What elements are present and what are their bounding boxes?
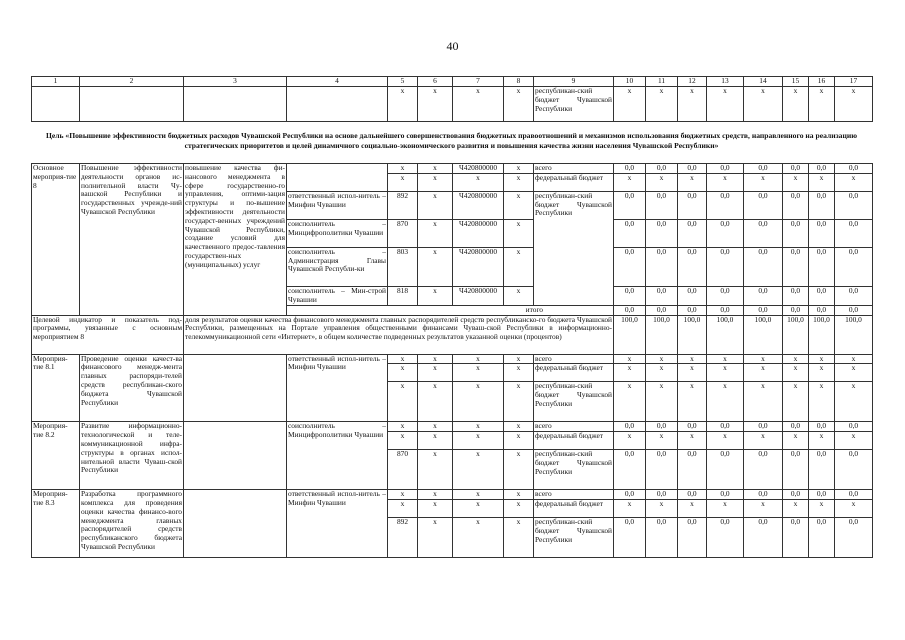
table-cell: x [504, 164, 534, 174]
table-cell: 870 [388, 219, 418, 247]
table-cell: 892 [388, 191, 418, 219]
table-cell: 0,0 [809, 219, 835, 247]
table-cell: x [744, 364, 783, 382]
table-cell: x [678, 87, 707, 122]
column-number: 8 [504, 77, 534, 87]
table-cell: x [504, 364, 534, 382]
cell [287, 87, 388, 122]
table-cell: 0,0 [614, 191, 646, 219]
table-cell: x [614, 364, 646, 382]
table-cell: 0,0 [614, 219, 646, 247]
executor-cell: ответственный испол-нитель – Минфин Чувашии [287, 354, 388, 422]
executor-cell: соисполнитель – Мин-строй Чувашии [288, 286, 386, 304]
executor-cell [287, 164, 388, 192]
source-cell: республикан-ский бюджет Чувашской Республики [534, 87, 614, 122]
column-number: 5 [388, 77, 418, 87]
table-cell: 0,0 [646, 305, 678, 315]
measure-result [184, 490, 287, 558]
measure-row [32, 490, 873, 500]
table-cell: 0,0 [783, 305, 809, 315]
table-cell: 0,0 [678, 305, 707, 315]
table-cell: x [646, 354, 678, 364]
table-cell: x [646, 382, 678, 422]
measure-result [184, 422, 287, 490]
event-result: повышение качества фи-нансового менеджмента в сфере государственно-го управления, оптими-зация структуры и по-вышение эффективности деятельности государст-венных учреждений Чувашской Республики, создание условий для качественного предос-тавления государствен-ных (муниципальных) услуг [184, 164, 287, 316]
table-cell: x [453, 422, 504, 432]
table-cell: 870 [388, 450, 418, 490]
executor-cell: ответственный испол-нитель – Минфин Чувашии [287, 191, 388, 219]
table-cell: x [744, 354, 783, 364]
budget-table [31, 163, 873, 558]
table-cell: 0,0 [783, 164, 809, 174]
table-header [31, 76, 873, 122]
table-cell: 0,0 [614, 305, 646, 315]
table-cell: x [504, 499, 534, 517]
table-cell: x [504, 87, 534, 122]
table-cell: 100,0 [614, 315, 646, 354]
table-cell: x [614, 87, 646, 122]
table-cell: x [614, 173, 646, 191]
table-cell: x [388, 164, 418, 174]
table-cell: x [504, 422, 534, 432]
table-cell: x [678, 432, 707, 450]
column-number: 15 [783, 77, 809, 87]
table-cell: 0,0 [783, 490, 809, 500]
table-cell: x [418, 173, 453, 191]
table-cell: 0,0 [678, 191, 707, 219]
table-cell: x [388, 432, 418, 450]
source-cell: федеральный бюджет [534, 432, 614, 450]
table-cell: 0,0 [744, 422, 783, 432]
table-cell: 0,0 [678, 286, 707, 305]
table-cell: 0,0 [835, 450, 873, 490]
table-cell: 0,0 [707, 286, 744, 305]
table-cell: 100,0 [809, 315, 835, 354]
event-status: Основное мероприя-тие 8 [32, 164, 80, 316]
table-cell: x [835, 432, 873, 450]
table-cell: 0,0 [646, 450, 678, 490]
table-cell: 0,0 [614, 286, 646, 305]
table-cell: 0,0 [835, 164, 873, 174]
table-cell: x [678, 499, 707, 517]
table-cell: Ч420800000 [453, 286, 504, 305]
table-cell: 0,0 [744, 517, 783, 557]
table-cell: x [707, 499, 744, 517]
source-cell: федеральный бюджет [534, 499, 614, 517]
table-cell: x [678, 173, 707, 191]
table-cell: x [418, 87, 453, 122]
table-cell: x [809, 87, 835, 122]
table-cell: x [707, 382, 744, 422]
measure-status: Мероприя-тие 8.1 [32, 354, 80, 422]
table-cell: x [744, 382, 783, 422]
table-cell: 0,0 [646, 422, 678, 432]
table-cell: x [835, 354, 873, 364]
table-cell: 0,0 [707, 164, 744, 174]
table-cell: 0,0 [783, 422, 809, 432]
table-cell: 0,0 [646, 191, 678, 219]
table-cell: 0,0 [783, 286, 809, 305]
table-cell: x [744, 87, 783, 122]
measure-name: Проведение оценки качест-ва финансового менедж-мента главных распоряди-телей средств республикан-ского бюджета Чувашской Республики [80, 354, 184, 422]
table-cell: x [809, 499, 835, 517]
table-cell: x [504, 173, 534, 191]
table-cell: x [809, 354, 835, 364]
column-number: 13 [707, 77, 744, 87]
table-cell: x [809, 364, 835, 382]
source-cell: всего [534, 164, 614, 174]
cell [32, 87, 80, 122]
table-cell: x [453, 173, 504, 191]
source-cell: всего [534, 422, 614, 432]
table-cell: x [614, 354, 646, 364]
source-cell: республикан-ский бюджет Чувашской Республики [534, 191, 614, 305]
column-number: 17 [835, 77, 873, 87]
table-cell: x [418, 450, 453, 490]
table-cell: 0,0 [809, 164, 835, 174]
table-cell: 0,0 [707, 247, 744, 286]
table-cell: x [418, 499, 453, 517]
table-cell: 818 [388, 286, 418, 305]
table-cell: x [744, 499, 783, 517]
table-cell: 0,0 [707, 517, 744, 557]
table-cell: x [678, 364, 707, 382]
table-cell: Ч420800000 [453, 164, 504, 174]
table-cell: 100,0 [744, 315, 783, 354]
table-cell: x [453, 87, 504, 122]
table-cell: Ч420800000 [453, 191, 504, 219]
table-cell: x [418, 422, 453, 432]
table-cell: x [646, 87, 678, 122]
table-cell: x [707, 432, 744, 450]
table-cell: x [388, 499, 418, 517]
table-cell: 803 [388, 247, 418, 286]
measure-result [184, 354, 287, 422]
table-cell: x [453, 364, 504, 382]
column-number: 1 [32, 77, 80, 87]
table-cell: 0,0 [744, 191, 783, 219]
table-cell: x [504, 450, 534, 490]
table-cell: 100,0 [646, 315, 678, 354]
table-cell: x [418, 490, 453, 500]
table-cell: x [453, 517, 504, 557]
event-name: Повышение эффективности деятельности органов ис-полнительной власти Чу-вашской Республики и государственных учрежде-ний Чувашской Республики [80, 164, 184, 316]
table-cell: x [783, 354, 809, 364]
table-cell: 0,0 [783, 450, 809, 490]
source-cell: республикан-ский бюджет Чувашской Республики [534, 450, 614, 490]
column-number: 4 [287, 77, 388, 87]
table-cell: 100,0 [783, 315, 809, 354]
table-cell: x [504, 354, 534, 364]
table-cell: x [453, 382, 504, 422]
table-cell: x [453, 354, 504, 364]
indicator-row [32, 315, 873, 354]
table-cell: x [418, 219, 453, 247]
column-number-row [32, 77, 873, 87]
table-cell: 0,0 [678, 219, 707, 247]
table-cell: 0,0 [835, 219, 873, 247]
table-cell: 0,0 [707, 490, 744, 500]
table-cell: x [453, 432, 504, 450]
table-cell: 0,0 [678, 422, 707, 432]
table-cell: 0,0 [646, 517, 678, 557]
table-cell: 0,0 [744, 247, 783, 286]
indicator-text: доля результатов оценки качества финансового менеджмента главных распорядителей средств республиканско-го бюджета Чувашской Республики, размещенных на Портале управления общественными финансами Чуваш-ской Республики в информационно-телекоммуникационной сети «Интернет», в общем количестве подведенных результатов указанной оценки (процентов) [184, 315, 614, 354]
executor-cell: соисполнитель – Минцифрополитики Чувашии [287, 422, 388, 490]
table-cell: 0,0 [614, 517, 646, 557]
total-label: итого [287, 305, 614, 315]
table-cell: x [835, 364, 873, 382]
table-cell: x [418, 432, 453, 450]
table-cell: 0,0 [707, 305, 744, 315]
column-number: 6 [418, 77, 453, 87]
table-cell: 0,0 [646, 247, 678, 286]
table-cell: 100,0 [678, 315, 707, 354]
column-number: 3 [184, 77, 287, 87]
table-cell: x [744, 432, 783, 450]
goal-heading: Цель «Повышение эффективности бюджетных расходов Чувашской Республики на основе дальнейшего совершенствования бюджетных правоотношений и механизмов использования бюджетных средств, направленного на реализацию стратегических приоритетов и целей динамичного социально-экономического развития и повышения качества жизни населения Чувашской Республики» [45, 131, 857, 150]
executor-cell: ответственный испол-нитель – Минфин Чувашии [287, 490, 388, 558]
measure-row [32, 354, 873, 364]
table-cell: 0,0 [835, 247, 873, 286]
column-number: 2 [80, 77, 184, 87]
table-cell: 0,0 [744, 490, 783, 500]
table-cell: 0,0 [835, 305, 873, 315]
measure-status: Мероприя-тие 8.2 [32, 422, 80, 490]
table-cell: x [809, 382, 835, 422]
table-cell: x [418, 247, 453, 286]
table-cell: 100,0 [707, 315, 744, 354]
table-cell: 0,0 [646, 219, 678, 247]
table-cell: 0,0 [744, 286, 783, 305]
table-cell: 0,0 [835, 191, 873, 219]
table-cell: x [678, 354, 707, 364]
table-cell: x [783, 87, 809, 122]
source-cell: республикан-ский бюджет Чувашской Республики [534, 517, 614, 557]
table-cell: x [707, 173, 744, 191]
event8-row [32, 164, 873, 174]
table-cell: x [783, 364, 809, 382]
table-cell: 0,0 [614, 490, 646, 500]
table-cell: x [504, 382, 534, 422]
measure-name: Разработка программного комплекса для проведения оценки качества финансо-вого менеджмента главных распорядителей средств республиканского бюджета Чувашской Республики [80, 490, 184, 558]
table-cell: x [418, 286, 453, 305]
table-cell: x [646, 499, 678, 517]
cell [184, 87, 287, 122]
table-cell: x [453, 499, 504, 517]
table-cell: x [504, 490, 534, 500]
table-cell: 0,0 [744, 305, 783, 315]
table-cell: x [388, 422, 418, 432]
table-cell: Ч420800000 [453, 247, 504, 286]
table-cell: x [707, 364, 744, 382]
table-cell: 0,0 [744, 164, 783, 174]
table-cell: x [783, 499, 809, 517]
table-cell: x [809, 432, 835, 450]
table-cell: x [646, 173, 678, 191]
table-cell: 0,0 [835, 490, 873, 500]
table-cell: x [835, 87, 873, 122]
table-cell: 892 [388, 517, 418, 557]
source-cell: всего [534, 354, 614, 364]
table-cell: 0,0 [783, 191, 809, 219]
table-cell: 0,0 [835, 517, 873, 557]
table-cell: x [783, 173, 809, 191]
table-cell: 0,0 [614, 450, 646, 490]
executor-cell: соисполнитель – Минцифрополитики Чувашии [287, 219, 388, 247]
column-number: 10 [614, 77, 646, 87]
table-cell: 0,0 [744, 219, 783, 247]
table-cell: 100,0 [835, 315, 873, 354]
table-cell: x [418, 364, 453, 382]
column-number: 16 [809, 77, 835, 87]
table-cell: 0,0 [809, 490, 835, 500]
table-cell: 0,0 [744, 450, 783, 490]
column-number: 9 [534, 77, 614, 87]
table-cell: x [678, 382, 707, 422]
table-cell: 0,0 [783, 247, 809, 286]
table-cell: x [835, 382, 873, 422]
executor-cell: соисполнитель – Администрация Главы Чувашской Республи-ки [287, 247, 388, 286]
table-cell: 0,0 [646, 490, 678, 500]
table-cell: x [809, 173, 835, 191]
table-cell: x [388, 87, 418, 122]
column-number: 14 [744, 77, 783, 87]
table-cell: x [744, 173, 783, 191]
table-cell: 0,0 [809, 191, 835, 219]
table-cell: x [614, 432, 646, 450]
table-cell: 0,0 [678, 450, 707, 490]
measure-status: Мероприя-тие 8.3 [32, 490, 80, 558]
cell [80, 87, 184, 122]
table-cell: x [453, 490, 504, 500]
table-cell: x [504, 191, 534, 219]
indicator-label: Целевой индикатор и показатель под-программы, увязанные с основным мероприятием 8 [32, 315, 184, 354]
table-cell: 0,0 [707, 450, 744, 490]
table-cell: 0,0 [809, 305, 835, 315]
table-cell: 0,0 [835, 286, 873, 305]
table-cell: x [418, 191, 453, 219]
table-cell: x [453, 450, 504, 490]
table-cell: x [504, 219, 534, 247]
table-cell: 0,0 [835, 422, 873, 432]
table-cell: x [418, 382, 453, 422]
table-cell: 0,0 [809, 247, 835, 286]
table-cell: x [614, 382, 646, 422]
continuation-row [32, 87, 873, 122]
table-cell: 0,0 [646, 286, 678, 305]
table-cell: 0,0 [678, 164, 707, 174]
table-cell: 0,0 [809, 517, 835, 557]
table-cell: 0,0 [678, 247, 707, 286]
table-cell: x [388, 364, 418, 382]
table-cell: x [504, 517, 534, 557]
table-cell: x [835, 499, 873, 517]
table-cell: x [835, 173, 873, 191]
table-cell: x [388, 490, 418, 500]
table-cell: 0,0 [783, 219, 809, 247]
column-number: 12 [678, 77, 707, 87]
measure-name: Развитие информационно-технологической и теле-коммуникационной инфра-структуры в органах испол-нительной власти Чуваш-ской Республики [80, 422, 184, 490]
source-cell: федеральный бюджет [534, 364, 614, 382]
table-cell: x [388, 354, 418, 364]
table-cell: x [707, 354, 744, 364]
table-cell: x [418, 354, 453, 364]
table-cell: x [418, 164, 453, 174]
table-cell: 0,0 [809, 286, 835, 305]
table-cell: 0,0 [809, 422, 835, 432]
table-cell: 0,0 [614, 164, 646, 174]
table-cell: 0,0 [678, 490, 707, 500]
source-cell: федеральный бюджет [534, 173, 614, 191]
table-cell: 0,0 [707, 219, 744, 247]
column-number: 11 [646, 77, 678, 87]
table-cell: Ч420800000 [453, 219, 504, 247]
table-cell: x [388, 382, 418, 422]
table-cell: x [388, 173, 418, 191]
page-number: 40 [446, 39, 459, 53]
table-cell: 0,0 [614, 247, 646, 286]
table-cell: 0,0 [646, 164, 678, 174]
table-cell: 0,0 [783, 517, 809, 557]
table-cell: x [646, 432, 678, 450]
source-cell: республикан-ский бюджет Чувашской Республики [534, 382, 614, 422]
table-cell: x [783, 382, 809, 422]
table-cell: x [504, 432, 534, 450]
source-cell: всего [534, 490, 614, 500]
table-cell: x [504, 286, 534, 305]
table-cell: x [707, 87, 744, 122]
measure-row [32, 422, 873, 432]
column-number: 7 [453, 77, 504, 87]
table-cell: 0,0 [678, 517, 707, 557]
table-cell: x [504, 247, 534, 286]
table-cell: 0,0 [707, 422, 744, 432]
table-cell: 0,0 [707, 191, 744, 219]
table-cell: x [646, 364, 678, 382]
table-cell: 0,0 [614, 422, 646, 432]
table-cell: 0,0 [809, 450, 835, 490]
table-cell: x [418, 517, 453, 557]
table-cell: x [614, 499, 646, 517]
table-cell: x [783, 432, 809, 450]
